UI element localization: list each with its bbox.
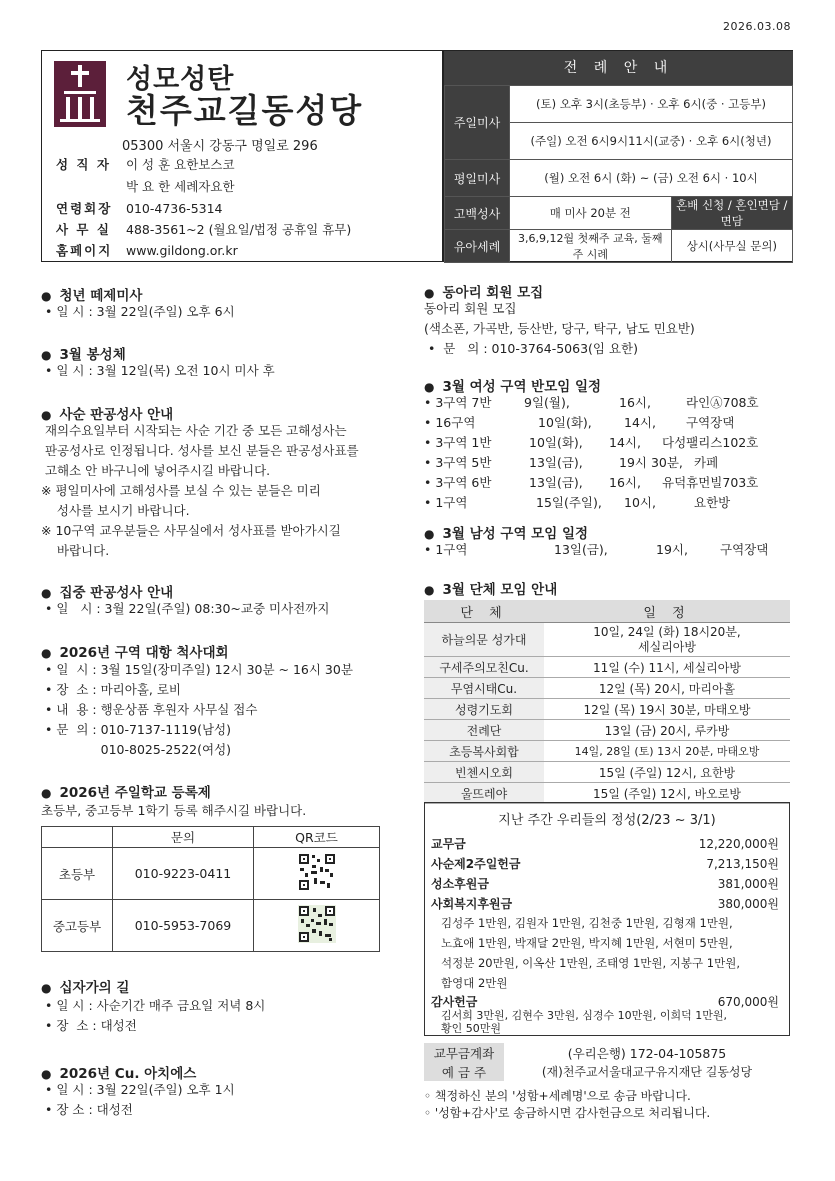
confession-lent-line-2: 판공성사로 인정됩니다. 성사를 보신 분들은 판공성사표를	[41, 443, 359, 458]
confession-lent-line-1: 재의수요일부터 시작되는 사순 기간 중 모든 고해성사는	[41, 423, 347, 438]
holder-label: 예 금 주	[424, 1062, 504, 1081]
reg-row-qr[interactable]	[254, 848, 380, 900]
club-line-2: (색소폰, 가곡반, 등산반, 당구, 탁구, 남도 민요반)	[424, 321, 695, 336]
men-meeting-row: • 1구역 13일(금), 19시, 구역장댁	[424, 542, 769, 557]
yut-contest-line-3: • 내 용 : 행운상품 후원자 사무실 접수	[45, 702, 258, 717]
list-item: • 3구역 5반 13일(금), 19시 30분, 카페	[424, 455, 719, 470]
church-title: 천주교길동성당	[126, 91, 364, 130]
reg-row-qr[interactable]	[254, 900, 380, 952]
confession-lent-title: ● 사순 판공성사 안내	[41, 403, 173, 423]
confession-lent-line-3: 고해소 안 바구니에 넣어주시길 바랍니다.	[41, 463, 271, 478]
welfare-donor-line: 함영대 2만원	[441, 976, 508, 990]
list-item: • 3구역 1반 10일(화), 14시, 다성팰리스102호	[424, 435, 759, 450]
grp-head-schedule: 일 정	[544, 600, 790, 623]
communion-line: • 일 시 : 3월 12일(목) 오전 10시 미사 후	[45, 363, 275, 378]
table-row: 초등복사회합	[424, 741, 544, 762]
baptism-label: 유아세례	[445, 230, 510, 263]
baptism-info: 3,6,9,12월 첫째주 교육, 둘째주 시례	[510, 230, 672, 263]
offering-box	[424, 802, 790, 1036]
info-homepage: 홈페이지 www.gildong.or.kr	[56, 243, 238, 258]
yut-contest-line-5: 010-8025-2522(여성)	[45, 742, 232, 757]
youth-taize-title: ● 청년 떼제미사	[41, 284, 142, 304]
intensive-confession-line: • 일 시 : 3월 22일(주일) 08:30~교중 미사전까지	[41, 601, 330, 616]
stations-title: ● 십자가의 길	[41, 976, 129, 996]
sunday-mass-1: (토) 오후 3시(초등부) · 오후 6시(중 · 고등부)	[510, 86, 793, 123]
list-item: • 16구역 10일(화), 14시, 구역장댁	[424, 415, 735, 430]
sunday-school-line: 초등부, 중고등부 1학기 등록 해주시길 바랍니다.	[41, 803, 307, 818]
table-row: 구세주의모친Cu.	[424, 657, 544, 678]
weekday-mass-label: 평일미사	[445, 160, 510, 197]
marriage-info: 혼배 신청 / 혼인면담 / 면담	[671, 197, 792, 230]
reg-head-contact: 문의	[113, 827, 254, 848]
list-item: • 1구역 15일(주일), 10시, 요한방	[424, 495, 731, 510]
homepage-link[interactable]: www.gildong.or.kr	[126, 243, 238, 258]
club-line-3: • 문 의 : 010-3764-5063(임 요한)	[424, 341, 638, 356]
thanks-donor-line: 김서희 3만원, 김현수 3만원, 심경수 10만원, 이희덕 1만원,	[441, 1009, 727, 1022]
offering-title: 지난 주간 우리들의 정성(2/23 ~ 3/1)	[498, 813, 716, 828]
bank-label: 교무금계좌	[424, 1043, 504, 1062]
stations-line-1: • 일 시 : 사순기간 매주 금요일 저녁 8시	[45, 998, 266, 1013]
baptism-contact: 상시(사무실 문의)	[671, 230, 792, 263]
qr-code-icon[interactable]	[298, 853, 336, 891]
church-address: 05300 서울시 강동구 명일로 296	[122, 139, 318, 154]
reg-head-qr: QR코드	[254, 827, 380, 848]
offering-row: 감사헌금 670,000원	[431, 995, 779, 1009]
welfare-donor-line: 김성주 1만원, 김원자 1만원, 김천중 1만원, 김형재 1만원,	[441, 916, 733, 930]
offering-row: 사순제2주일헌금 7,213,150원	[431, 857, 779, 871]
women-meeting-title: ● 3월 여성 구역 반모임 일정	[424, 375, 601, 395]
reg-row-phone: 010-9223-0411	[113, 848, 254, 900]
table-row: 빈첸시오회	[424, 762, 544, 783]
yut-contest-line-2: • 장 소 : 마리아홀, 로비	[45, 682, 181, 697]
confession-lent-line-4: ※ 평일미사에 고해성사를 보실 수 있는 분들은 미리	[41, 483, 321, 498]
confession-lent-line-5: 성사를 보시기 바랍니다.	[41, 503, 190, 518]
table-row: 하늘의문 성가대	[424, 623, 544, 657]
table-row: 울뜨레야	[424, 783, 544, 804]
acies-line-1: • 일 시 : 3월 22일(주일) 오후 1시	[45, 1082, 235, 1097]
reg-row-name: 초등부	[42, 848, 113, 900]
yut-contest-line-4: • 문 의 : 010-7137-1119(남성)	[45, 722, 232, 737]
church-subtitle: 성모성탄	[126, 64, 235, 95]
communion-title: ● 3월 봉성체	[41, 343, 126, 363]
reg-row-name: 중고등부	[42, 900, 113, 952]
info-funeral: 연령회장 010-4736-5314	[56, 201, 223, 216]
issue-date: 2026.03.08	[723, 20, 791, 33]
bulletin-header	[41, 50, 793, 262]
intensive-confession-title: ● 집중 판공성사 안내	[41, 581, 173, 601]
list-item: • 3구역 7반 9일(월), 16시, 라인Ⓐ708호	[424, 395, 759, 410]
grp-head-group: 단 체	[424, 600, 544, 623]
church-logo	[54, 61, 106, 127]
qr-code-icon[interactable]	[298, 905, 336, 943]
group-meeting-title: ● 3월 단체 모임 안내	[424, 578, 557, 598]
men-meeting-title: ● 3월 남성 구역 모임 일정	[424, 522, 588, 542]
transfer-note-1: ◦ 책정하신 분의 '성함+세례명'으로 송금 바랍니다.	[424, 1089, 691, 1103]
offering-row: 사회복지후원금 380,000원	[431, 897, 779, 911]
acies-line-2: • 장 소 : 대성전	[45, 1102, 133, 1117]
account-holder: (재)천주교서울대교구유지재단 길동성당	[541, 1065, 753, 1079]
confession-label: 고백성사	[445, 197, 510, 230]
registration-table	[41, 826, 380, 952]
confession-lent-line-6: ※ 10구역 교우분들은 사무실에서 성사표를 받아가시길	[41, 523, 341, 538]
club-line-1: 동아리 회원 모집	[424, 301, 517, 316]
confession-lent-line-7: 바랍니다.	[41, 543, 110, 558]
thanks-donor-line: 황인 50만원	[441, 1022, 501, 1035]
table-row: 성령기도회	[424, 699, 544, 720]
yut-contest-line-1: • 일 시 : 3월 15일(장미주일) 12시 30분 ~ 16시 30분	[45, 662, 353, 677]
transfer-note-2: ◦ '성함+감사'로 송금하시면 감사헌금으로 처리됩니다.	[424, 1106, 711, 1120]
liturgy-table	[444, 85, 793, 263]
bank-account: (우리은행) 172-04-105875	[567, 1045, 727, 1061]
info-office: 사 무 실 488-3561~2 (월요일/법정 공휴일 휴무)	[56, 222, 352, 237]
list-item: • 3구역 6반 13일(금), 16시, 유덕휴먼빌703호	[424, 475, 759, 490]
sunday-school-title: ● 2026년 주일학교 등록제	[41, 781, 211, 801]
info-priest-2: 박 요 한 세례자요한	[126, 179, 235, 194]
club-title: ● 동아리 회원 모집	[424, 281, 543, 301]
sunday-mass-2: (주일) 오전 6시9시11시(교중) · 오후 6시(청년)	[510, 123, 793, 160]
bank-account-table	[424, 1043, 790, 1081]
confession-info: 매 미사 20분 전	[510, 197, 672, 230]
sunday-mass-label: 주일미사	[445, 86, 510, 160]
offering-row: 교무금 12,220,000원	[431, 837, 779, 851]
offering-row: 성소후원금 381,000원	[431, 877, 779, 891]
info-priest-1: 성 직 자 이 성 훈 요한보스코	[56, 157, 235, 172]
youth-taize-line: • 일 시 : 3월 22일(주일) 오후 6시	[45, 304, 235, 319]
yut-contest-title: ● 2026년 구역 대항 척사대회	[41, 641, 229, 661]
reg-row-phone: 010-5953-7069	[113, 900, 254, 952]
stations-line-2: • 장 소 : 대성전	[45, 1018, 137, 1033]
liturgy-guide-title: 전 례 안 내	[444, 51, 793, 85]
women-meeting-list	[424, 393, 790, 513]
group-meeting-table: 단 체 일 정 하늘의문 성가대 10일, 24일 (화) 18시20분, 세실리아방 구세주의모친Cu. 11일 (수) 11시, 세실리아방 무염시태Cu. 12일 (목) 20시, 마리아홀 성령기도회 12일 (목) 19시 30분, 마태오방 전례단 13일 (금) 20시, 루카방 초등복사회합 14일, 28일 (토) 13시 20분, 마태오방 빈첸시오회 15일 (주일) 12시, 요한방 울뜨레야 15일 (주일) 12시, 바오로방	[424, 600, 790, 804]
weekday-mass: (월) 오전 6시 (화) ~ (금) 오전 6시 · 10시	[510, 160, 793, 197]
acies-title: ● 2026년 Cu. 아치에스	[41, 1062, 196, 1082]
welfare-donor-line: 노효애 1만원, 박재달 2만원, 박지혜 1만원, 서현미 5만원,	[441, 936, 733, 950]
table-row: 무염시태Cu.	[424, 678, 544, 699]
table-row: 전례단	[424, 720, 544, 741]
welfare-donor-line: 석정분 20만원, 이옥산 1만원, 조태영 1만원, 지봉구 1만원,	[441, 956, 740, 970]
